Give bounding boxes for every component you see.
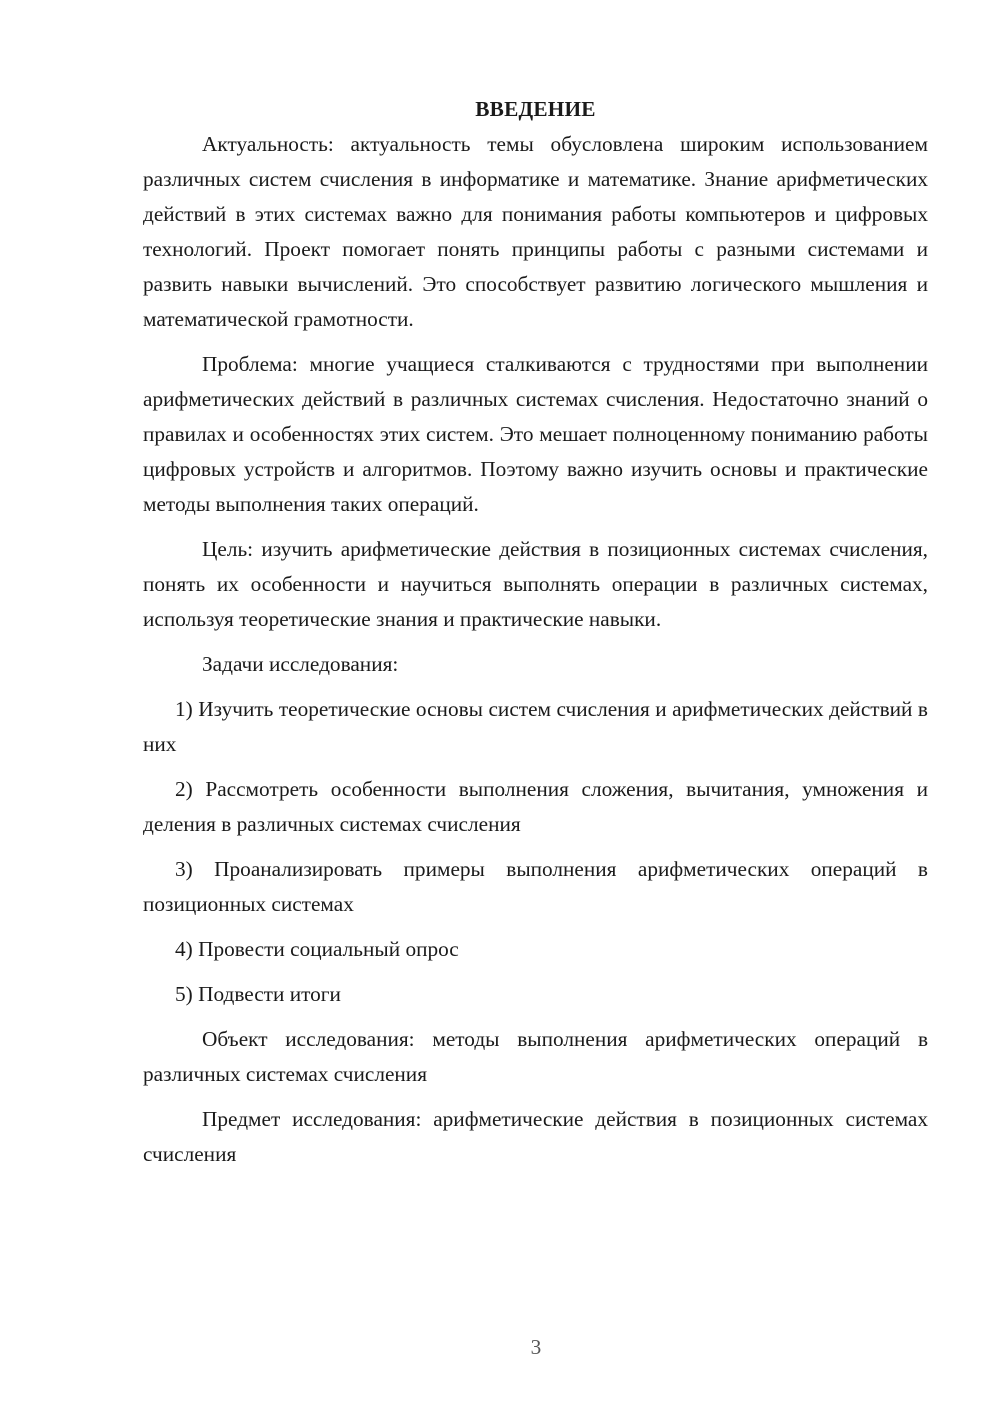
task-item-2: 2) Рассмотреть особенности выполнения сложения, вычитания, умножения и деления в различных системах счисления	[143, 777, 928, 836]
paragraph-relevance: Актуальность: актуальность темы обусловлена широким использованием различных систем счисления в информатике и математике. Знание арифметических действий в этих системах важно для понимания работы компьютеров и цифровых технологий. Проект помогает понять принципы работы с разными системами и развить навыки вычислений. Это способствует развитию логического мышления и математической грамотности.	[143, 132, 928, 331]
task-item-5: 5) Подвести итоги	[175, 982, 341, 1006]
task-item-1: 1) Изучить теоретические основы систем счисления и арифметических действий в них	[143, 697, 928, 756]
paragraph-goal: Цель: изучить арифметические действия в позиционных системах счисления, понять их особенности и научиться выполнять операции в различных системах, используя теоретические знания и практические навыки.	[143, 537, 928, 631]
page-number: 3	[530, 1335, 542, 1359]
paragraph-problem: Проблема: многие учащиеся сталкиваются с трудностями при выполнении арифметических действий в различных системах счисления. Недостаточно знаний о правилах и особенностях этих систем. Это мешает полноценному пониманию работы цифровых устройств и алгоритмов. Поэтому важно изучить основы и практические методы выполнения таких операций.	[143, 352, 928, 516]
paragraph-subject: Предмет исследования: арифметические действия в позиционных системах счисления	[143, 1107, 928, 1166]
section-title: ВВЕДЕНИЕ	[475, 97, 596, 121]
task-item-3: 3) Проанализировать примеры выполнения арифметических операций в позиционных системах	[143, 857, 928, 916]
task-item-4: 4) Провести социальный опрос	[175, 937, 459, 961]
tasks-heading: Задачи исследования:	[202, 652, 399, 676]
paragraph-object: Объект исследования: методы выполнения арифметических операций в различных системах счисления	[143, 1027, 928, 1086]
document-page	[143, 92, 928, 1172]
